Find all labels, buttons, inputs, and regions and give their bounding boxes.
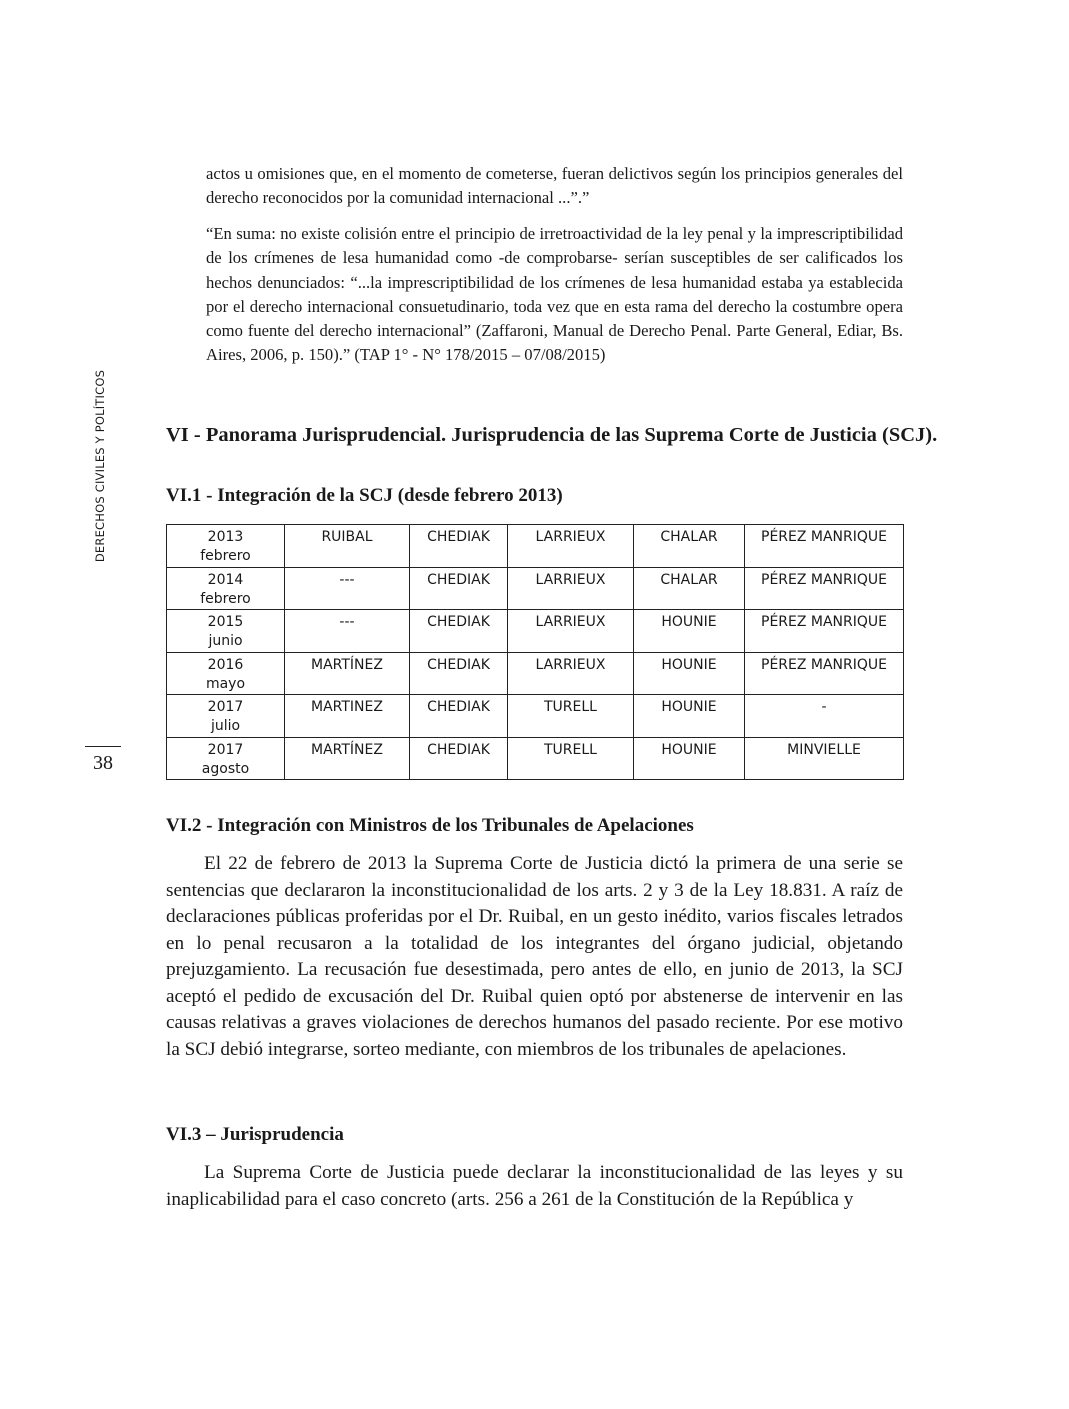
table-row [167, 525, 904, 568]
running-section-label: DERECHOS CIVILES Y POLÍTICOS [93, 369, 107, 563]
month: mayo [205, 675, 246, 692]
table-row [167, 610, 904, 653]
table-row [167, 695, 904, 738]
month: julio [210, 718, 241, 734]
member-cell: CHEDIAK [410, 652, 508, 695]
member-cell: PÉREZ MANRIQUE [745, 610, 904, 653]
member-cell: TURELL [508, 695, 634, 738]
section-heading-vi: VI - Panorama Jurisprudencial. Jurisprudencia de las Suprema Corte de Justicia (SCJ). [166, 424, 938, 446]
member-cell: MARTINEZ [285, 695, 410, 738]
paragraph-text: El 22 de febrero de 2013 la Suprema Corte de Justicia dictó la primera de una serie se sentencias que declararon la inconstitucionalidad de los arts. 2 y 3 de la Ley 18.831. A raíz de declaraciones públicas proferidas por el Dr. Ruibal, en un gesto inédito, varios fiscales letrados en lo penal recusaron a la totalidad de los integrantes del órgano judicial, objetando prejuzgamiento. La recusación fue desestimada, pero antes de ello, en junio de 2013, la SCJ aceptó el pedido de excusación del Dr. Ruibal quien optó por abstenerse de intervenir en las causas relativas a graves violaciones de derechos humanos del pasado reciente. Por ese motivo la SCJ debió integrarse, sorteo mediante, con miembros de los tribunales de apelaciones. [166, 853, 903, 1060]
member-cell: CHEDIAK [410, 610, 508, 653]
date-cell [167, 567, 285, 610]
member-cell: HOUNIE [634, 737, 745, 780]
month: junio [208, 633, 243, 649]
table-row [167, 567, 904, 610]
quote-text: actos u omisiones que, en el momento de cometerse, fueran delictivos según los principios generales del derecho reconocidos por la comunidad internacional ...”.” [206, 164, 903, 208]
month: febrero [200, 548, 251, 564]
member-cell: TURELL [508, 737, 634, 780]
member-cell: MINVIELLE [745, 737, 904, 780]
year: 2015 [207, 614, 244, 630]
table-row [167, 652, 904, 695]
month: agosto [201, 760, 250, 777]
year: 2014 [207, 571, 244, 588]
member-cell: HOUNIE [634, 610, 745, 653]
date-cell [167, 695, 285, 738]
year: 2017 [207, 741, 244, 758]
date-cell [167, 652, 285, 695]
member-cell: LARRIEUX [508, 525, 634, 568]
section-heading-vi-1: VI.1 - Integración de la SCJ (desde febrero 2013) [166, 485, 563, 506]
quote-text: “En suma: no existe colisión entre el principio de irretroactividad de la ley penal y la imprescriptibilidad de los crímenes de lesa humanidad como -de comprobarse- serían susceptibles de ser calificados los hechos denunciados: “...la imprescriptibilidad de los crímenes de lesa humanidad estaba ya establecida por el derecho internacional consuetudinario, toda vez que en esta rama del derecho la costumbre opera como fuente del derecho internacional” (Zaffaroni, Manual de Derecho Penal. Parte General, Ediar, Bs. Aires, 2006, p. 150).” (TAP 1° - N° 178/2015 – 07/08/2015) [206, 224, 903, 365]
page-number: 38 [93, 752, 113, 774]
year: 2017 [207, 699, 244, 715]
member-cell: - [745, 695, 904, 738]
scj-composition-table [166, 524, 904, 780]
table-row [167, 737, 904, 780]
body-paragraph-vi-2 [166, 851, 903, 1063]
month: febrero [200, 590, 251, 607]
member-cell: --- [285, 610, 410, 653]
member-cell: PÉREZ MANRIQUE [745, 525, 904, 568]
member-cell: CHALAR [634, 525, 745, 568]
quote-paragraph-1 [206, 162, 903, 211]
page-number-rule [85, 746, 121, 747]
member-cell: CHEDIAK [410, 567, 508, 610]
member-cell: MARTÍNEZ [285, 737, 410, 780]
year: 2016 [207, 656, 244, 673]
member-cell: CHALAR [634, 567, 745, 610]
member-cell: PÉREZ MANRIQUE [745, 567, 904, 610]
section-heading-vi-2: VI.2 - Integración con Ministros de los Tribunales de Apelaciones [166, 815, 694, 836]
member-cell: CHEDIAK [410, 737, 508, 780]
member-cell: RUIBAL [285, 525, 410, 568]
date-cell [167, 610, 285, 653]
section-heading-vi-3: VI.3 – Jurisprudencia [166, 1124, 344, 1145]
year: 2013 [207, 529, 244, 545]
paragraph-text: La Suprema Corte de Justicia puede declarar la inconstitucionalidad de las leyes y su inaplicabilidad para el caso concreto (arts. 256 a 261 de la Constitución de la República y [166, 1162, 903, 1210]
member-cell: HOUNIE [634, 652, 745, 695]
member-cell: CHEDIAK [410, 695, 508, 738]
member-cell: LARRIEUX [508, 610, 634, 653]
member-cell: LARRIEUX [508, 567, 634, 610]
body-paragraph-vi-3 [166, 1160, 903, 1213]
member-cell: CHEDIAK [410, 525, 508, 568]
quote-paragraph-2 [206, 222, 903, 368]
member-cell: PÉREZ MANRIQUE [745, 652, 904, 695]
member-cell: --- [285, 567, 410, 610]
member-cell: HOUNIE [634, 695, 745, 738]
member-cell: LARRIEUX [508, 652, 634, 695]
member-cell: MARTÍNEZ [285, 652, 410, 695]
date-cell [167, 525, 285, 568]
date-cell [167, 737, 285, 780]
